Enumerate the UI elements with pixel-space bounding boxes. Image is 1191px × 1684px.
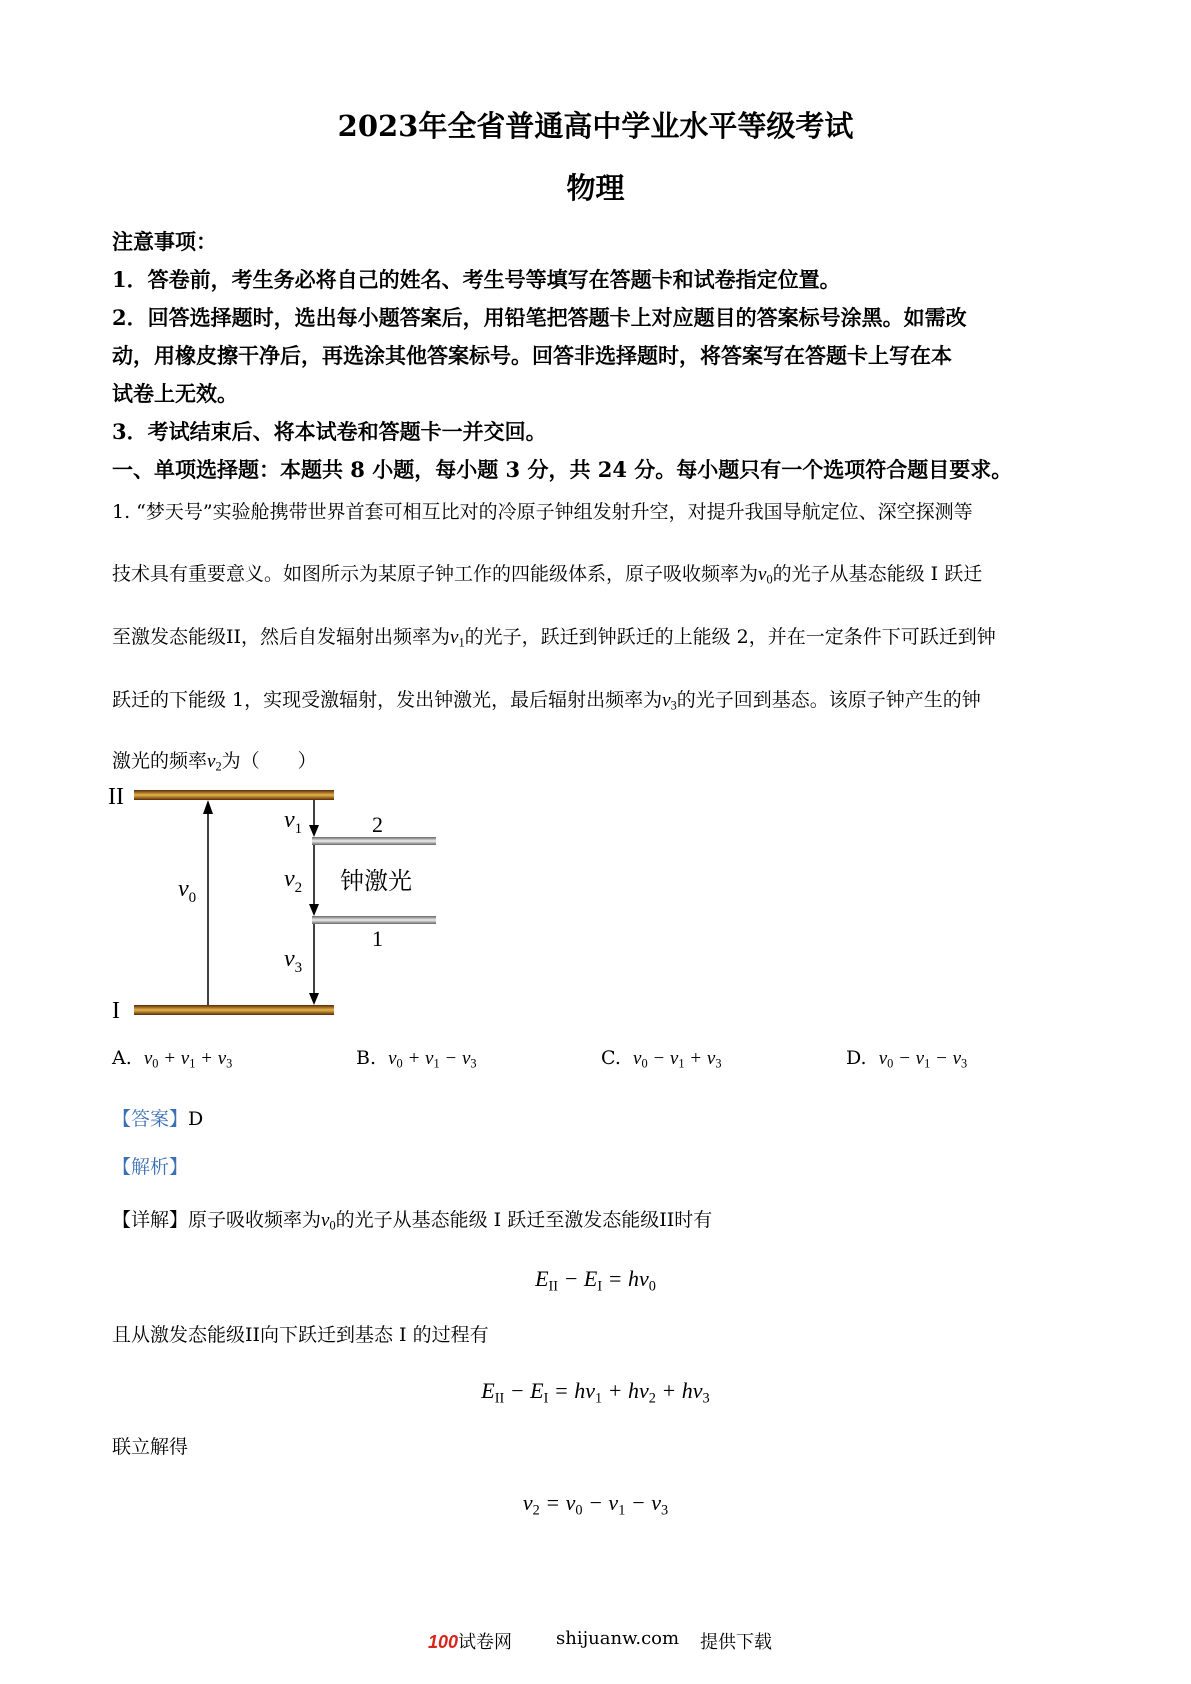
footer-site[interactable]: shijuanw.com xyxy=(556,1628,680,1649)
equation-2: $E_{II} - E_I = h\nu_1 + h\nu_2 + h\nu_3$ xyxy=(481,1378,710,1407)
option-b-expr: $\nu_0 + \nu_1 - \nu_3$ xyxy=(388,1048,477,1071)
level-I-label: I xyxy=(112,998,120,1024)
question-line-2: 技术具有重要意义。如图所示为某原子钟工作的四能级体系，原子吸收频率为$\nu_0$的光子从基态能级 I 跃迁 xyxy=(112,563,983,587)
nu2-label: $\nu_2$ xyxy=(284,866,303,896)
energy-level-diagram xyxy=(108,782,458,1028)
footer-download: 提供下载 xyxy=(700,1632,772,1653)
nu1-label: $\nu_1$ xyxy=(284,807,303,837)
option-c-expr: $\nu_0 - \nu_1 + \nu_3$ xyxy=(633,1048,722,1071)
notice-item-2-line-2: 动，用橡皮擦干净后，再选涂其他答案标号。回答非选择题时，将答案写在答题卡上写在本 xyxy=(112,343,952,368)
analysis-label: 【解析】 xyxy=(112,1156,189,1178)
notice-item-2-line-1: 2．回答选择题时，选出每小题答案后，用铅笔把答题卡上对应题目的答案标号涂黑。如需改 xyxy=(112,305,967,330)
notice-heading: 注意事项： xyxy=(112,229,217,254)
level-I-bar xyxy=(134,1005,334,1015)
clock-laser-label: 钟激光 xyxy=(340,867,412,895)
logo-100: 100 xyxy=(428,1632,459,1652)
subject-title: 物理 xyxy=(566,171,625,205)
option-a: A. $\nu_0 + \nu_1 + \nu_3$ xyxy=(112,1047,233,1071)
equation-3: $\nu_2 = \nu_0 - \nu_1 - \nu_3$ xyxy=(522,1490,669,1519)
level-1-label: 1 xyxy=(372,926,383,951)
option-b: B. $\nu_0 + \nu_1 - \nu_3$ xyxy=(356,1047,477,1071)
nu-symbol: $\nu_0$ xyxy=(758,564,773,587)
answer-label: 【答案】 xyxy=(112,1108,189,1130)
option-d: D. $\nu_0 - \nu_1 - \nu_3$ xyxy=(846,1047,968,1071)
question-line-5: 激光的频率$\nu_2$为（ ） xyxy=(112,750,317,774)
notice-item-1: 1．答卷前，考生务必将自己的姓名、考生号等填写在答题卡和试卷指定位置。 xyxy=(112,267,841,292)
nu3-label: $\nu_3$ xyxy=(284,946,303,976)
nu-symbol: $\nu_1$ xyxy=(450,627,465,650)
level-II-label: II xyxy=(108,784,124,810)
answer-line xyxy=(112,1104,1092,1131)
level-1-bar xyxy=(312,916,436,924)
option-c: C. $\nu_0 - \nu_1 + \nu_3$ xyxy=(601,1047,722,1071)
nu-symbol: $\nu_3$ xyxy=(662,690,677,713)
level-2-bar xyxy=(312,837,436,845)
question-line-4: 跃迁的下能级 1，实现受激辐射，发出钟激光，最后辐射出频率为$\nu_3$的光子回到基态。该原子钟产生的钟 xyxy=(112,689,981,713)
level-II-bar xyxy=(134,790,334,800)
footer-logo xyxy=(428,1628,512,1654)
nu-symbol: $\nu_2$ xyxy=(207,751,222,774)
detail-line: 【详解】原子吸收频率为$\nu_0$的光子从基态能级 I 跃迁至激发态能级II时有 xyxy=(112,1209,713,1233)
exam-title: 2023年全省普通高中学业水平等级考试 xyxy=(337,109,854,143)
section-heading: 一、单项选择题：本题共 8 小题，每小题 3 分，共 24 分。每小题只有一个选项符合题目要求。 xyxy=(112,457,1013,482)
nu0-label: $\nu_0$ xyxy=(178,876,197,906)
mid-text: 且从激发态能级II向下跃迁到基态 I 的过程有 xyxy=(112,1324,489,1346)
option-a-expr: $\nu_0 + \nu_1 + \nu_3$ xyxy=(143,1048,233,1071)
question-line-1: 1. “梦天号”实验舱携带世界首套可相互比对的冷原子钟组发射升空，对提升我国导航定位、深空探测等 xyxy=(112,501,973,523)
join-text: 联立解得 xyxy=(112,1436,189,1458)
level-2-label: 2 xyxy=(372,812,383,837)
equation-1: $E_{II} - E_I = h\nu_0$ xyxy=(535,1266,656,1295)
question-line-3: 至激发态能级II，然后自发辐射出频率为$\nu_1$的光子，跃迁到钟跃迁的上能级 2，并在一定条件下可跃迁到钟 xyxy=(112,626,996,650)
notice-item-3: 3．考试结束后、将本试卷和答题卡一并交回。 xyxy=(112,419,547,444)
answer-value: D xyxy=(188,1108,204,1130)
option-d-expr: $\nu_0 - \nu_1 - \nu_3$ xyxy=(878,1048,968,1071)
logo-text: 试卷网 xyxy=(458,1632,513,1653)
notice-item-2-line-3: 试卷上无效。 xyxy=(112,381,238,406)
